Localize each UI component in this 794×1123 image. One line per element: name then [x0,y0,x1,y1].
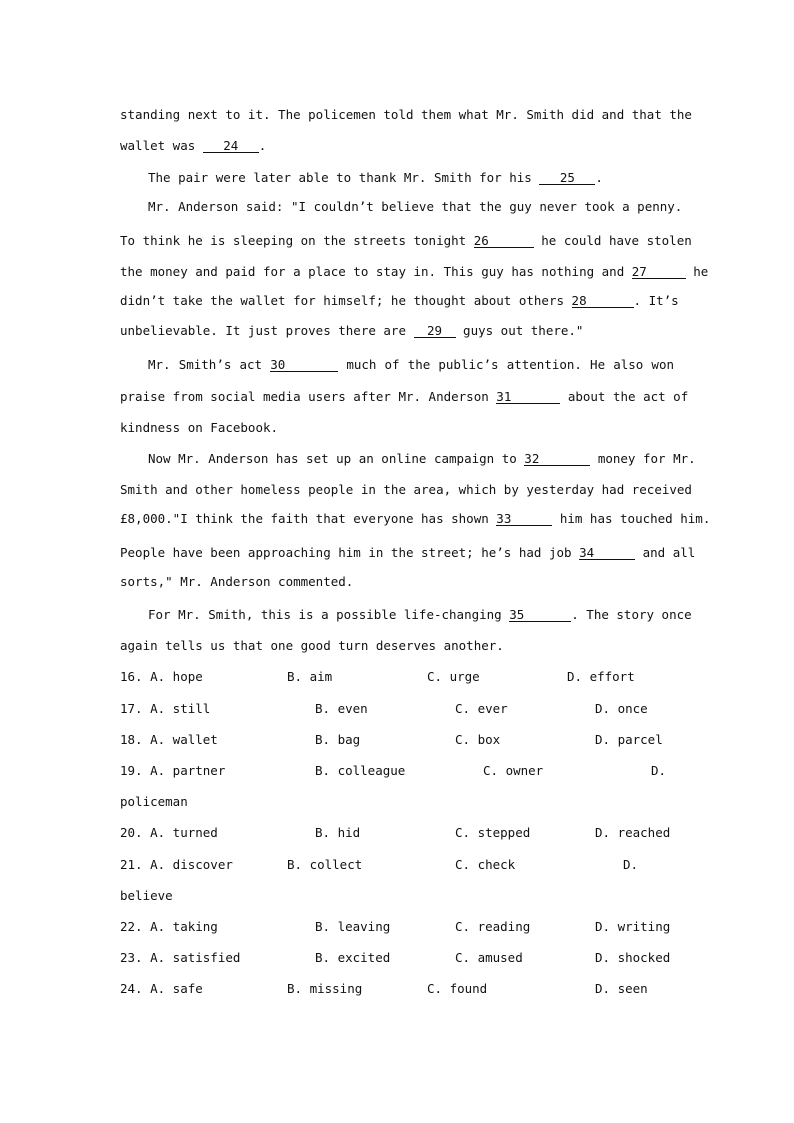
passage-line: kindness on Facebook. [120,420,279,435]
option-c: C. reading [455,919,531,934]
option-b: B. aim [287,669,333,684]
blank-33: 33 [496,512,552,526]
passage-line: The pair were later able to thank Mr. Smith for his 25 . [148,170,603,185]
blank-31: 31 [496,390,560,404]
blank-35: 35 [509,608,571,622]
option-d: D. effort [567,669,635,684]
passage-line: standing next to it. The policemen told them what Mr. Smith did and that the [120,107,692,122]
passage-line: People have been approaching him in the street; he’s had job 34 and all [120,545,696,560]
option-b: B. bag [315,732,361,747]
option-c: C. check [455,857,516,872]
option-b: B. missing [287,981,363,996]
passage-line: Smith and other homeless people in the area, which by yesterday had received [120,482,692,497]
blank-28: 28 [572,294,634,308]
option-d-text: policeman [120,794,188,809]
passage-line: To think he is sleeping on the streets tonight 26 he could have stolen [120,233,692,248]
option-c: C. ever [455,701,508,716]
blank-26: 26 [474,234,534,248]
passage-line: didn’t take the wallet for himself; he thought about others 28 . It’s [120,293,679,308]
option-c: C. stepped [455,825,531,840]
option-a: 20. A. turned [120,825,218,840]
passage-line: Mr. Smith’s act 30 much of the public’s attention. He also won [148,357,675,372]
passage-line: unbelievable. It just proves there are 29 guys out there." [120,323,584,338]
option-a: 17. A. still [120,701,211,716]
passage-line: Mr. Anderson said: "I couldn’t believe that the guy never took a penny. [148,199,683,214]
blank-24: 24 [203,139,259,153]
blank-34: 34 [579,546,635,560]
option-c: C. owner [483,763,544,778]
passage-line: the money and paid for a place to stay in. This guy has nothing and 27 he [120,264,709,279]
option-b: B. leaving [315,919,391,934]
option-a: 19. A. partner [120,763,226,778]
passage-line: wallet was 24 . [120,138,267,153]
option-b: B. hid [315,825,361,840]
option-c: C. box [455,732,501,747]
option-a: 24. A. safe [120,981,203,996]
option-d: D. seen [595,981,648,996]
option-a: 21. A. discover [120,857,233,872]
option-d-text: believe [120,888,173,903]
option-d: D. writing [595,919,671,934]
option-b: B. collect [287,857,363,872]
blank-27: 27 [632,265,686,279]
option-c: C. found [427,981,488,996]
option-d: D. reached [595,825,671,840]
passage-line: £8,000."I think the faith that everyone has shown 33 him has touched him. [120,511,711,526]
option-d: D. [623,857,639,872]
passage-line: sorts," Mr. Anderson commented. [120,574,354,589]
blank-25: 25 [539,171,595,185]
passage-line: praise from social media users after Mr. Anderson 31 about the act of [120,389,689,404]
option-b: B. excited [315,950,391,965]
option-c: C. urge [427,669,480,684]
option-a: 23. A. satisfied [120,950,241,965]
passage-line: For Mr. Smith, this is a possible life-changing 35 . The story once [148,607,692,622]
option-d: D. parcel [595,732,663,747]
option-c: C. amused [455,950,523,965]
option-a: 22. A. taking [120,919,218,934]
blank-30: 30 [270,358,338,372]
passage-line: again tells us that one good turn deserves another. [120,638,504,653]
option-d: D. shocked [595,950,671,965]
option-d: D. once [595,701,648,716]
option-d: D. [651,763,667,778]
option-b: B. colleague [315,763,406,778]
blank-29: 29 [414,324,456,338]
option-b: B. even [315,701,368,716]
blank-32: 32 [524,452,590,466]
option-a: 16. A. hope [120,669,203,684]
passage-line: Now Mr. Anderson has set up an online campaign to 32 money for Mr. [148,451,696,466]
option-a: 18. A. wallet [120,732,218,747]
